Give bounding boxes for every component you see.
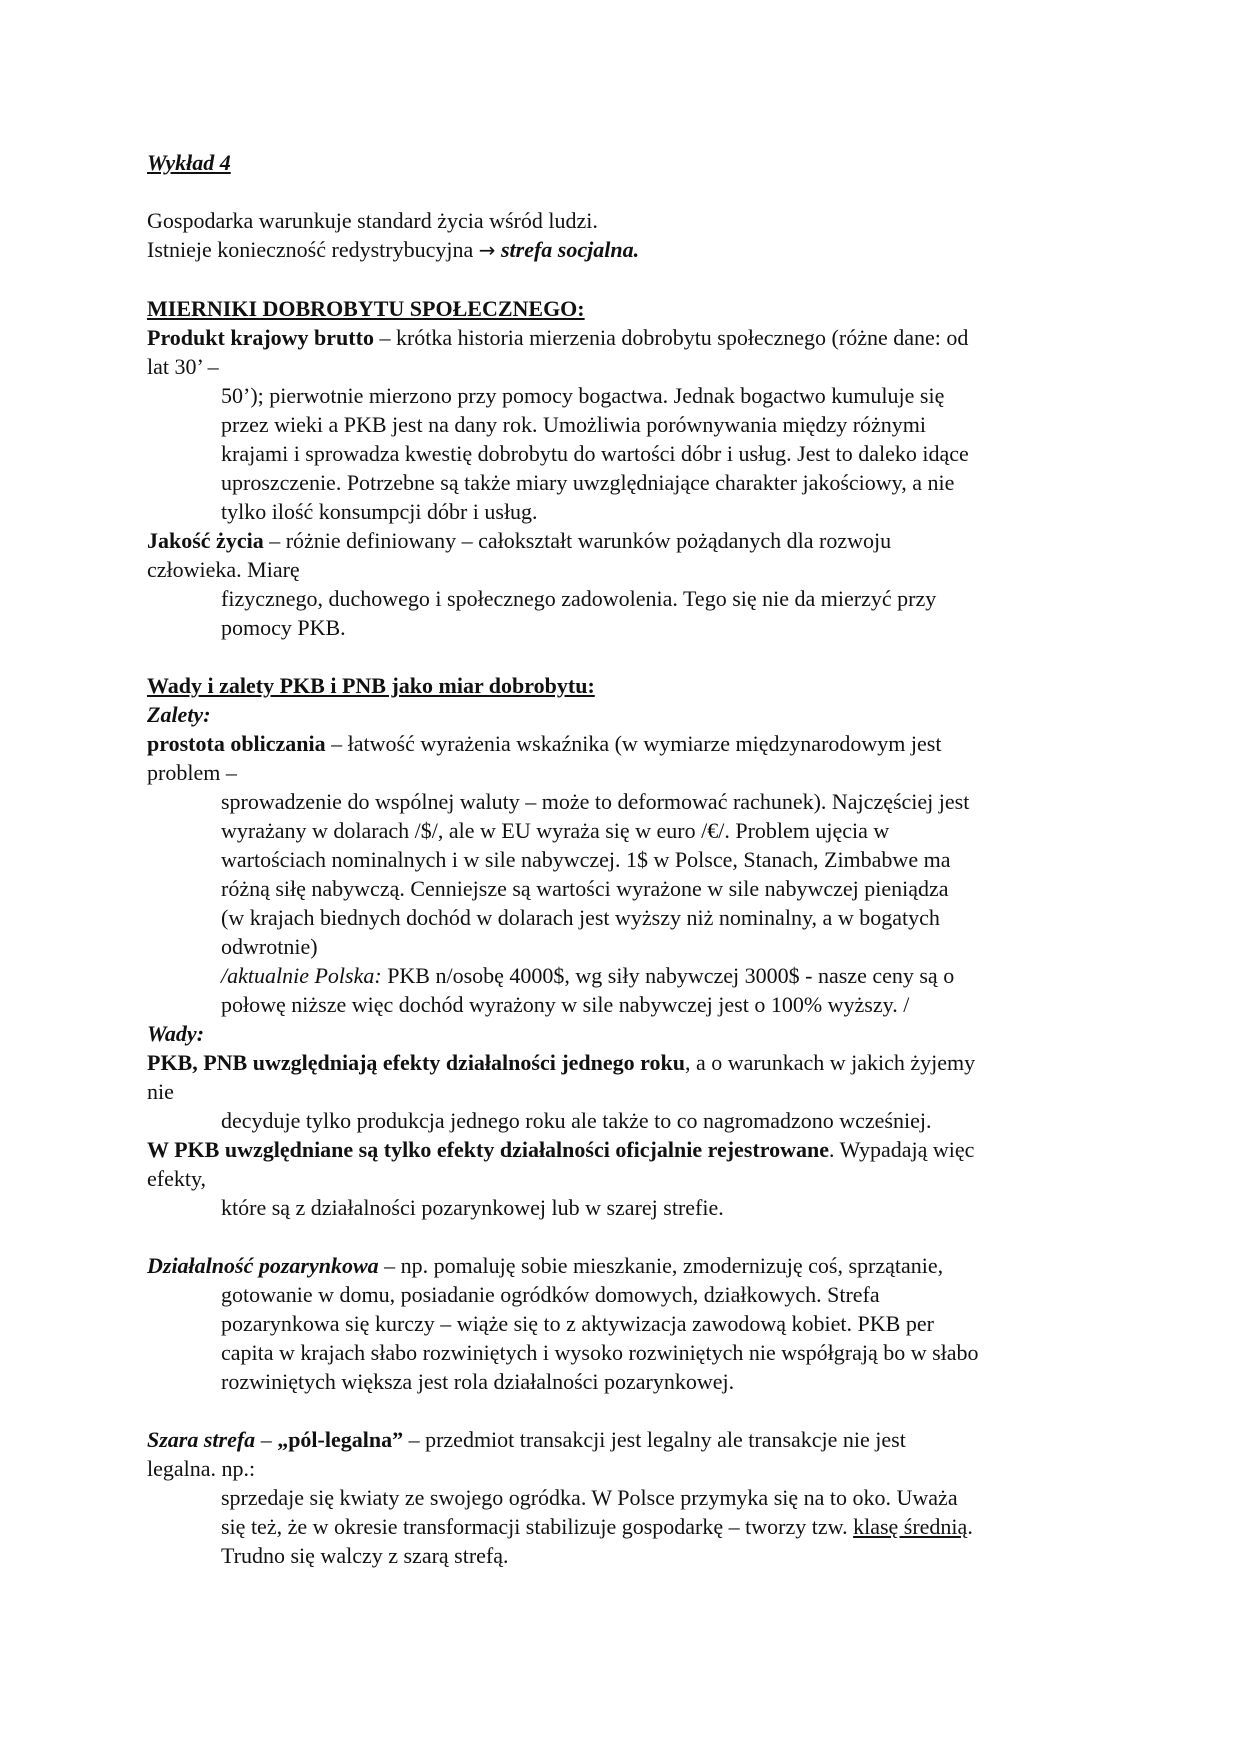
- arrow-right-icon: →: [478, 238, 496, 262]
- szara-line-2: legalna. np.:: [147, 1456, 256, 1481]
- pozarynkowa-line-4: capita w krajach słabo rozwiniętych i wysoko rozwiniętych nie współgrają bo w słabo: [221, 1340, 979, 1365]
- jakosc-line-3: fizycznego, duchowego i społecznego zadowolenia. Tego się nie da mierzyć przy: [221, 586, 937, 611]
- pozarynkowa-line-3: pozarynkowa się kurczy – wiąże się to z aktywizacja zawodową kobiet. PKB per: [221, 1311, 934, 1336]
- intro-line-1: Gospodarka warunkuje standard życia wśród ludzi.: [147, 208, 598, 233]
- wada-1-line-1: PKB, PNB uwzględniają efekty działalności jednego roku, a o warunkach w jakich żyjemy: [147, 1050, 976, 1075]
- wada-2-line-1: W PKB uwzględniane są tylko efekty działalności oficjalnie rejestrowane. Wypadają więc: [147, 1137, 975, 1162]
- wada-2-line-2: efekty,: [147, 1166, 207, 1191]
- wada-1-line-3: decyduje tylko produkcja jednego roku ale także to co nagromadzono wcześniej.: [221, 1108, 932, 1133]
- szara-line-3: sprzedaje się kwiaty ze swojego ogródka. W Polsce przymyka się na to oko. Uważa: [221, 1485, 958, 1510]
- pkb-line-7: tylko ilość konsumpcji dóbr i usług.: [221, 499, 538, 524]
- prostota-line-7: (w krajach biednych dochód w dolarach jest wyższy niż nominalny, a w bogatych: [221, 905, 940, 930]
- pozarynkowa-line-1: Działalność pozarynkowa – np. pomaluję sobie mieszkanie, zmodernizuję coś, sprzątanie,: [147, 1253, 944, 1278]
- document-body: [147, 148, 1092, 1570]
- szara-line-1: Szara strefa – „pól-legalna” – przedmiot transakcji jest legalny ale transakcje nie jest: [147, 1427, 906, 1452]
- section-heading-mierniki: MIERNIKI DOBROBYTU SPOŁECZNEGO:: [147, 296, 585, 321]
- pkb-line-1: Produkt krajowy brutto – krótka historia mierzenia dobrobytu społecznego (różne dane: od: [147, 325, 969, 350]
- wada-1-line-2: nie: [147, 1079, 174, 1104]
- prostota-line-1: prostota obliczania – łatwość wyrażenia wskaźnika (w wymiarze międzynarodowym jest: [147, 731, 942, 756]
- pkb-line-5: krajami i sprowadza kwestię dobrobytu do wartości dóbr i usług. Jest to daleko idące: [221, 441, 969, 466]
- szara-line-5: Trudno się walczy z szarą strefą.: [221, 1543, 509, 1568]
- pkb-line-6: uproszczenie. Potrzebne są także miary uwzględniające charakter jakościowy, a nie: [221, 470, 955, 495]
- prostota-line-4: wyrażany w dolarach /$/, ale w EU wyraża się w euro /€/. Problem ujęcia w: [221, 818, 890, 843]
- intro-line-2: Istnieje konieczność redystrybucyjna → strefa socjalna.: [147, 237, 640, 262]
- jakosc-line-2: człowieka. Miarę: [147, 557, 300, 582]
- lecture-title: Wykład 4: [147, 150, 231, 175]
- prostota-line-8: odwrotnie): [221, 934, 318, 959]
- pozarynkowa-line-2: gotowanie w domu, posiadanie ogródków domowych, działkowych. Strefa: [221, 1282, 880, 1307]
- polska-line-1: /aktualnie Polska: PKB n/osobę 4000$, wg siły nabywczej 3000$ - nasze ceny są o: [221, 963, 955, 988]
- prostota-line-5: wartościach nominalnych i w sile nabywczej. 1$ w Polsce, Stanach, Zimbabwe ma: [221, 847, 951, 872]
- pkb-line-3: 50’); pierwotnie mierzono przy pomocy bogactwa. Jednak bogactwo kumuluje się: [221, 383, 945, 408]
- polska-line-2: połowę niższe więc dochód wyrażony w sile nabywczej jest o 100% wyższy. /: [221, 992, 910, 1017]
- prostota-line-6: różną siłę nabywczą. Cenniejsze są wartości wyrażone w sile nabywczej pieniądza: [221, 876, 949, 901]
- pkb-line-4: przez wieki a PKB jest na dany rok. Umożliwia porównywania między różnymi: [221, 412, 927, 437]
- wady-label: Wady:: [147, 1021, 205, 1046]
- szara-line-4: się też, że w okresie transformacji stabilizuje gospodarkę – tworzy tzw. klasę średnią.: [221, 1514, 973, 1539]
- prostota-line-2: problem –: [147, 760, 237, 785]
- section-heading-wady-zalety: Wady i zalety PKB i PNB jako miar dobrobytu:: [147, 673, 595, 698]
- prostota-line-3: sprowadzenie do wspólnej waluty – może to deformować rachunek). Najczęściej jest: [221, 789, 970, 814]
- wada-2-line-3: które są z działalności pozarynkowej lub w szarej strefie.: [221, 1195, 724, 1220]
- zalety-label: Zalety:: [147, 702, 211, 727]
- pkb-line-2: lat 30’ –: [147, 354, 219, 379]
- jakosc-line-4: pomocy PKB.: [221, 615, 346, 640]
- jakosc-line-1: Jakość życia – różnie definiowany – całokształt warunków pożądanych dla rozwoju: [147, 528, 892, 553]
- pozarynkowa-line-5: rozwiniętych większa jest rola działalności pozarynkowej.: [221, 1369, 735, 1394]
